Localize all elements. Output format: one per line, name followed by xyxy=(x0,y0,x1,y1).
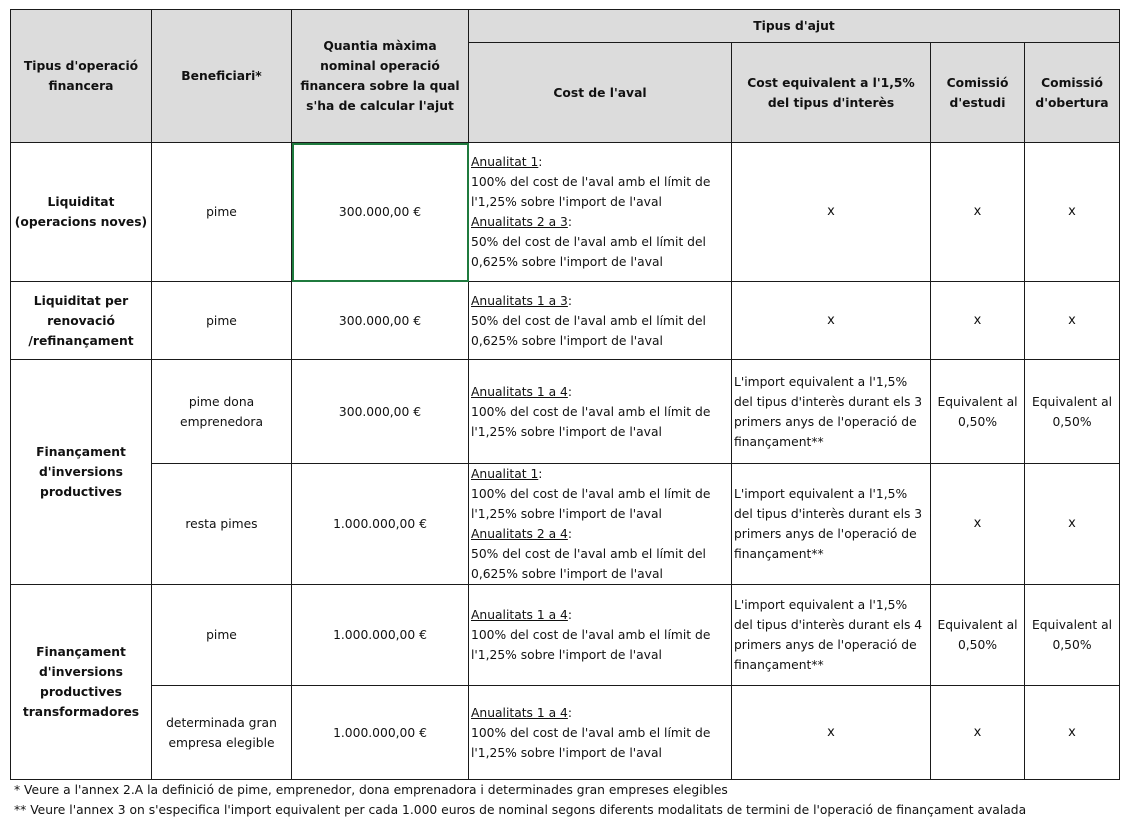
header-tipus-operacio: Tipus d'operació financera xyxy=(11,10,152,143)
tipus-operacio-cell: Liquiditat per renovació /refinançament xyxy=(11,282,152,360)
aval-label: Anualitats 2 a 3 xyxy=(471,215,568,229)
x-mark: x xyxy=(931,464,1025,585)
aval-text: 100% del cost de l'aval amb el límit de l'1,25% sobre l'import de l'aval xyxy=(471,175,711,209)
cost-equivalent-cell: L'import equivalent a l'1,5% del tipus d'interès durant els 4 primers anys de l'operació de finançament** xyxy=(732,585,931,686)
x-mark: x xyxy=(732,282,931,360)
aval-label: Anualitats 1 a 3 xyxy=(471,293,568,308)
table-row xyxy=(11,282,1120,360)
aval-text: 100% del cost de l'aval amb el límit de l'1,25% sobre l'import de l'aval xyxy=(471,404,711,439)
aval-label: Anualitat 1 xyxy=(471,467,539,481)
header-beneficiari: Beneficiari* xyxy=(152,10,292,143)
tipus-operacio-cell: Finançament d'inversions productives transformadores xyxy=(11,585,152,780)
beneficiari-cell: resta pimes xyxy=(152,464,292,585)
footnote-2: ** Veure l'annex 3 on s'especifica l'import equivalent per cada 1.000 euros de nominal segons diferents modalitats de termini de l'operació de finançament avalada xyxy=(14,803,1027,817)
x-mark: x xyxy=(931,282,1025,360)
cost-aval-cell: Anualitats 1 a 3: 50% del cost de l'aval amb el límit del 0,625% sobre l'import de l'aval xyxy=(469,282,732,360)
aval-text: 50% del cost de l'aval amb el límit del 0,625% sobre l'import de l'aval xyxy=(471,235,706,269)
x-mark: x xyxy=(1025,143,1120,282)
beneficiari-cell: pime dona emprenedora xyxy=(152,360,292,464)
x-mark: x xyxy=(732,143,931,282)
table-row xyxy=(11,686,1120,780)
aval-label: Anualitats 1 a 4 xyxy=(471,705,568,720)
header-cost-equivalent: Cost equivalent a l'1,5% del tipus d'interès xyxy=(732,43,931,143)
cost-aval-cell: Anualitat 1: 100% del cost de l'aval amb el límit de l'1,25% sobre l'import de l'aval Anualitats 2 a 4: 50% del cost de l'aval amb el límit del 0,625% sobre l'import de l'aval xyxy=(469,464,732,585)
aval-text: 100% del cost de l'aval amb el límit de l'1,25% sobre l'import de l'aval xyxy=(471,628,711,662)
beneficiari-cell: determinada gran empresa elegible xyxy=(152,686,292,780)
aval-label: Anualitats 2 a 4 xyxy=(471,527,568,541)
quantia-cell: 1.000.000,00 € xyxy=(292,686,469,780)
beneficiari-cell: pime xyxy=(152,143,292,282)
beneficiari-cell: pime xyxy=(152,585,292,686)
aval-label: Anualitats 1 a 4 xyxy=(471,608,568,622)
tipus-operacio-cell: Finançament d'inversions productives xyxy=(11,360,152,585)
beneficiari-cell: pime xyxy=(152,282,292,360)
aval-text: 100% del cost de l'aval amb el límit de l'1,25% sobre l'import de l'aval xyxy=(471,725,711,760)
cost-aval-cell: Anualitats 1 a 4: 100% del cost de l'aval amb el límit de l'1,25% sobre l'import de l'aval xyxy=(469,686,732,780)
header-comissio-obertura: Comissió d'obertura xyxy=(1025,43,1120,143)
x-mark: x xyxy=(931,143,1025,282)
comissio-estudi-cell: Equivalent al 0,50% xyxy=(931,585,1025,686)
x-mark: x xyxy=(732,686,931,780)
cost-equivalent-cell: L'import equivalent a l'1,5% del tipus d'interès durant els 3 primers anys de l'operació de finançament** xyxy=(732,464,931,585)
quantia-cell: 1.000.000,00 € xyxy=(292,585,469,686)
cost-aval-cell: Anualitats 1 a 4: 100% del cost de l'aval amb el límit de l'1,25% sobre l'import de l'aval xyxy=(469,360,732,464)
quantia-cell: 1.000.000,00 € xyxy=(292,464,469,585)
aval-text: 50% del cost de l'aval amb el límit del 0,625% sobre l'import de l'aval xyxy=(471,547,706,581)
quantia-cell-selected[interactable]: 300.000,00 € xyxy=(292,143,469,282)
x-mark: x xyxy=(1025,282,1120,360)
header-cost-aval: Cost de l'aval xyxy=(469,43,732,143)
tipus-operacio-cell: Liquiditat (operacions noves) xyxy=(11,143,152,282)
cost-aval-cell: Anualitat 1: 100% del cost de l'aval amb el límit de l'1,25% sobre l'import de l'aval Anualitats 2 a 3: 50% del cost de l'aval amb el límit del 0,625% sobre l'import de l'aval xyxy=(469,143,732,282)
table-row xyxy=(11,360,1120,464)
aid-table xyxy=(10,9,1120,780)
header-tipus-ajut: Tipus d'ajut xyxy=(469,10,1120,43)
comissio-obertura-cell: Equivalent al 0,50% xyxy=(1025,360,1120,464)
footnote-1: * Veure a l'annex 2.A la definició de pime, emprenedor, dona emprenadora i determinades gran empreses elegibles xyxy=(14,783,728,797)
aval-label: Anualitat 1 xyxy=(471,155,539,169)
cost-equivalent-cell: L'import equivalent a l'1,5% del tipus d'interès durant els 3 primers anys de l'operació de finançament** xyxy=(732,360,931,464)
cost-aval-cell: Anualitats 1 a 4: 100% del cost de l'aval amb el límit de l'1,25% sobre l'import de l'aval xyxy=(469,585,732,686)
quantia-cell: 300.000,00 € xyxy=(292,360,469,464)
x-mark: x xyxy=(931,686,1025,780)
aval-label: Anualitats 1 a 4 xyxy=(471,384,568,399)
quantia-cell: 300.000,00 € xyxy=(292,282,469,360)
comissio-estudi-cell: Equivalent al 0,50% xyxy=(931,360,1025,464)
table-row xyxy=(11,143,1120,282)
x-mark: x xyxy=(1025,464,1120,585)
header-quantia: Quantia màxima nominal operació financera sobre la qual s'ha de calcular l'ajut xyxy=(292,10,469,143)
table-row xyxy=(11,585,1120,686)
x-mark: x xyxy=(1025,686,1120,780)
comissio-obertura-cell: Equivalent al 0,50% xyxy=(1025,585,1120,686)
aval-text: 50% del cost de l'aval amb el límit del 0,625% sobre l'import de l'aval xyxy=(471,313,706,348)
header-comissio-estudi: Comissió d'estudi xyxy=(931,43,1025,143)
table-row xyxy=(11,464,1120,585)
aval-text: 100% del cost de l'aval amb el límit de l'1,25% sobre l'import de l'aval xyxy=(471,487,711,521)
